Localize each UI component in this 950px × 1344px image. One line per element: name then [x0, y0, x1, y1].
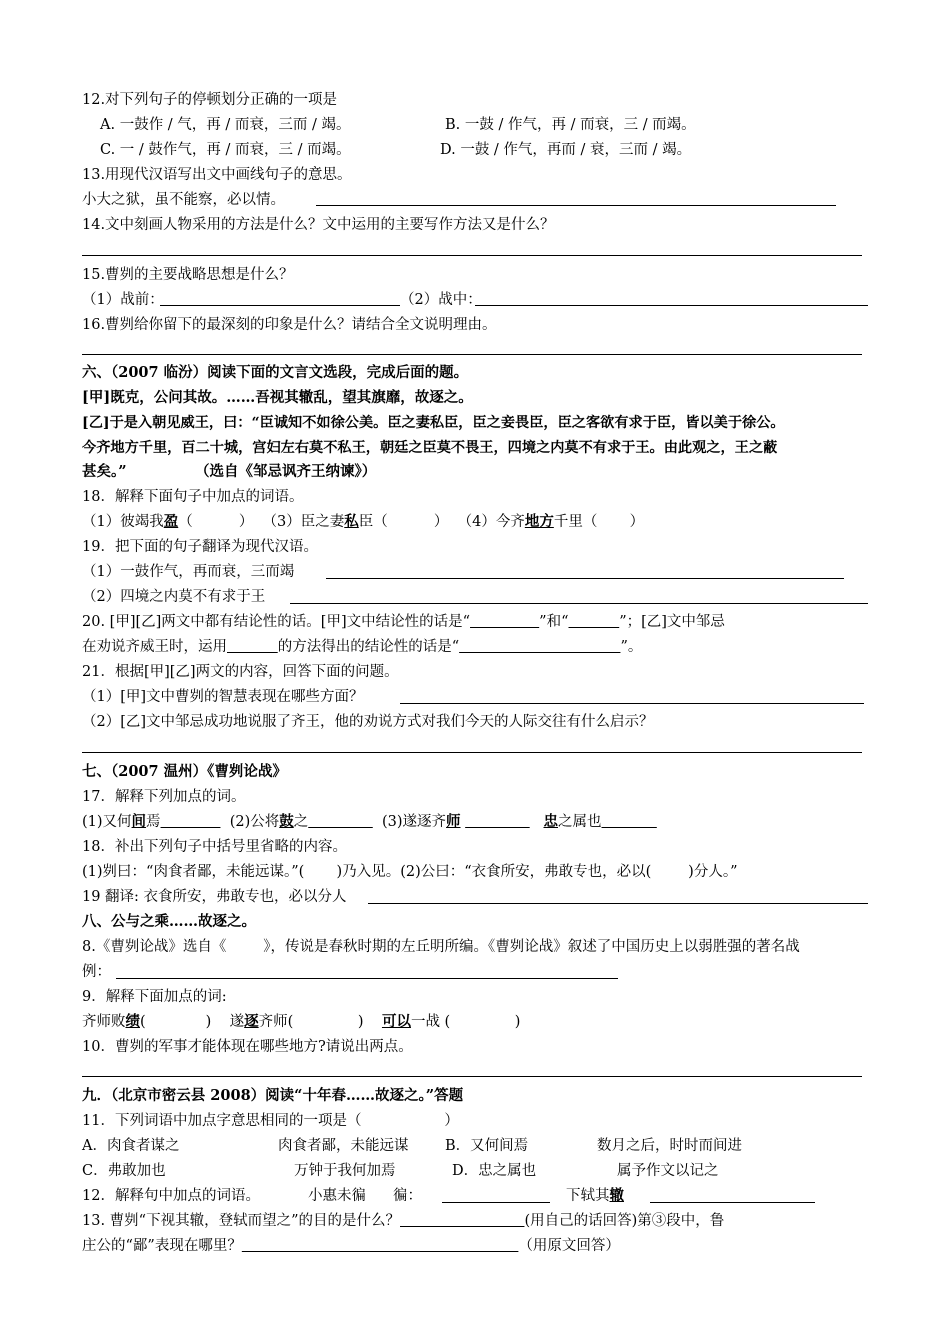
s9-q12-line1[interactable]	[442, 1202, 550, 1203]
s9-option-c1: C．弗敢加也	[82, 1163, 166, 1179]
s9-q12-stem: 12．解释句中加点的词语。	[82, 1188, 260, 1204]
s6-q18-items: （1）彼竭我盈（ ） （3）臣之妻私臣（ ） （4）今齐地方千里（ ）	[82, 513, 645, 530]
section6-passage-yi-1: [乙]于是入朝见威王，曰：“臣诚知不如徐公美。臣之妻私臣，臣之妾畏臣，臣之客欲有求于臣，皆以美于徐公。	[82, 415, 785, 431]
q14-answer-line[interactable]	[82, 255, 862, 256]
section6-source: （选自《邹忌讽齐王纳谏》）	[195, 463, 377, 480]
section6-passage-yi-3: 甚矣。”	[82, 463, 127, 480]
dotted-word: 私	[344, 513, 359, 530]
s7-q19: 19 翻译: 衣食所安，弗敢专也，必以分人	[82, 889, 347, 905]
q14-stem: 14.文中刻画人物采用的方法是什么？文中运用的主要写作方法又是什么？	[82, 217, 555, 233]
dotted-word: 辙	[609, 1187, 624, 1204]
q12-option-c: C. 一 / 鼓作气，再 / 而衰，三 / 而竭。	[100, 142, 351, 158]
s9-option-b1: B．又何间焉	[445, 1138, 529, 1154]
q15-part2-label: （2）战中：	[400, 292, 482, 308]
s9-q13-line1: 13. 曹刿“下视其辙，登轼而望之”的目的是什么？ (用自己的话回答)第③段中，鲁	[82, 1213, 725, 1229]
q13-stem: 13.用现代汉语写出文中画线句子的意思。	[82, 167, 352, 183]
dotted-word: 逐	[244, 1013, 259, 1030]
s6-q19-stem: 19．把下面的句子翻译为现代汉语。	[82, 539, 318, 555]
s9-option-a1: A．肉食者谋之	[82, 1138, 180, 1154]
s8-q8-line[interactable]	[116, 978, 618, 979]
s9-q11-stem: 11．下列词语中加点字意思相同的一项是（ ）	[82, 1113, 459, 1129]
s9-option-c2: 万钟于我何加焉	[294, 1163, 396, 1179]
s9-option-d2: 属予作文以记之	[617, 1163, 719, 1179]
q12-option-b: B. 一鼓 / 作气，再 / 而衰，三 / 而竭。	[445, 117, 696, 133]
section6-heading: 六、（2007 临汾）阅读下面的文言文选段，完成后面的题。	[82, 364, 469, 381]
s9-option-a2: 肉食者鄙，未能远谋	[278, 1138, 409, 1154]
dotted-word: 绩	[125, 1013, 140, 1030]
s8-q9-items: 齐师败绩( ) 遂逐齐师( ) 可以一战 ( )	[82, 1013, 521, 1030]
section6-passage-yi-2: 今齐地方千里，百二十城，宫妇左右莫不私王，朝廷之臣莫不畏王，四境之内莫不有求于王。由此观之，王之蔽	[82, 440, 778, 456]
q15-part2-line[interactable]	[475, 305, 868, 306]
dotted-word: 师	[446, 813, 461, 830]
s7-q19-line[interactable]	[368, 903, 868, 904]
q16-answer-line[interactable]	[82, 354, 862, 355]
q13-sentence: 小大之狱，虽不能察，必以情。	[82, 192, 285, 208]
q12-option-d: D. 一鼓 / 作气，再而 / 衰，三而 / 竭。	[440, 142, 692, 158]
s6-q21-1: （1）[甲]文中曹刿的智慧表现在哪些方面？	[82, 689, 364, 705]
s6-q21-2-line[interactable]	[82, 752, 862, 753]
s6-q19-1-line[interactable]	[326, 578, 844, 579]
s7-q18-line: (1)刿曰：“肉食者鄙，未能远谋。”( )乃入见。(2)公曰：“衣食所安，弗敢专也，必以( )分人。”	[82, 864, 738, 880]
s8-q10-stem: 10．曹刿的军事才能体现在哪些地方?请说出两点。	[82, 1039, 413, 1055]
s8-q8-line2: 例：	[82, 964, 111, 980]
s9-q12-word: 徧：	[393, 1188, 422, 1204]
dotted-word: 地方	[524, 513, 554, 530]
s7-q17-stem: 17．解释下列加点的词。	[82, 789, 246, 805]
q16-stem: 16.曹刿给你留下的最深刻的印象是什么？请结合全文说明理由。	[82, 317, 497, 333]
s9-option-b2: 数月之后，时时而间进	[597, 1138, 742, 1154]
q15-stem: 15.曹刿的主要战略思想是什么？	[82, 267, 294, 283]
s9-q13-line2: 庄公的“鄙”表现在哪里？ （用原文回答）	[82, 1238, 620, 1254]
s9-q12-phrase2: 下轼其辙	[566, 1187, 624, 1204]
s6-q21-stem: 21．根据[甲][乙]两文的内容，回答下面的问题。	[82, 664, 399, 680]
q15-part1-label: （1）战前：	[82, 292, 164, 308]
s8-q10-line[interactable]	[82, 1076, 862, 1077]
dotted-word: 盈	[163, 513, 179, 530]
dotted-word: 鼓	[279, 813, 294, 830]
s6-q18-stem: 18．解释下面句子中加点的词语。	[82, 489, 304, 505]
section7-heading: 七、（2007 温州）《曹刿论战》	[82, 763, 287, 780]
q13-answer-line[interactable]	[316, 205, 836, 206]
s6-q19-2-line[interactable]	[290, 603, 868, 604]
s8-q9-stem: 9．解释下面加点的词:	[82, 989, 227, 1005]
s9-q12-phrase: 小惠未徧	[308, 1188, 366, 1204]
s9-q12-line2[interactable]	[650, 1202, 815, 1203]
s6-q20-line2: 在劝说齐威王时，运用 的方法得出的结论性的话是“ ”。	[82, 639, 643, 655]
s7-q18-stem: 18．补出下列句子中括号里省略的内容。	[82, 839, 347, 855]
s8-q8-line1: 8.《曹刿论战》选自《 》，传说是春秋时期的左丘明所编。《曹刿论战》叙述了中国历史上以弱胜强的著名战	[82, 939, 800, 955]
dotted-word: 间	[131, 813, 147, 830]
s6-q19-1: （1）一鼓作气，再而衰，三而竭	[82, 564, 295, 580]
s7-q17-items: (1)又何间焉 (2)公将鼓之 (3)遂逐齐师 忠之属也	[82, 813, 602, 830]
q15-part1-line[interactable]	[160, 305, 400, 306]
section6-passage-jia: [甲]既克，公问其故。……吾视其辙乱，望其旗靡，故逐之。	[82, 389, 473, 406]
dotted-word: 可以	[381, 1013, 411, 1030]
s9-option-d1: D．忠之属也	[452, 1163, 537, 1179]
s6-q20-line1: 20. [甲][乙]两文中都有结论性的话。[甲]文中结论性的话是“ ”和“ ”；[乙]文中邹忌	[82, 614, 725, 630]
s6-q19-2: （2）四境之内莫不有求于王	[82, 589, 266, 605]
dotted-word: 忠	[543, 813, 558, 830]
section8-heading: 八、公与之乘……故逐之。	[82, 913, 256, 930]
section9-heading: 九．（北京市密云县 2008）阅读“十年春……故逐之。”答题	[82, 1087, 464, 1104]
s6-q21-2: （2）[乙]文中邹忌成功地说服了齐王，他的劝说方式对我们今天的人际交往有什么启示？	[82, 714, 654, 730]
q12-stem: 12.对下列句子的停顿划分正确的一项是	[82, 92, 338, 108]
q12-option-a: A. 一鼓作 / 气，再 / 而衰，三而 / 竭。	[100, 117, 351, 133]
s6-q21-1-line[interactable]	[400, 703, 864, 704]
